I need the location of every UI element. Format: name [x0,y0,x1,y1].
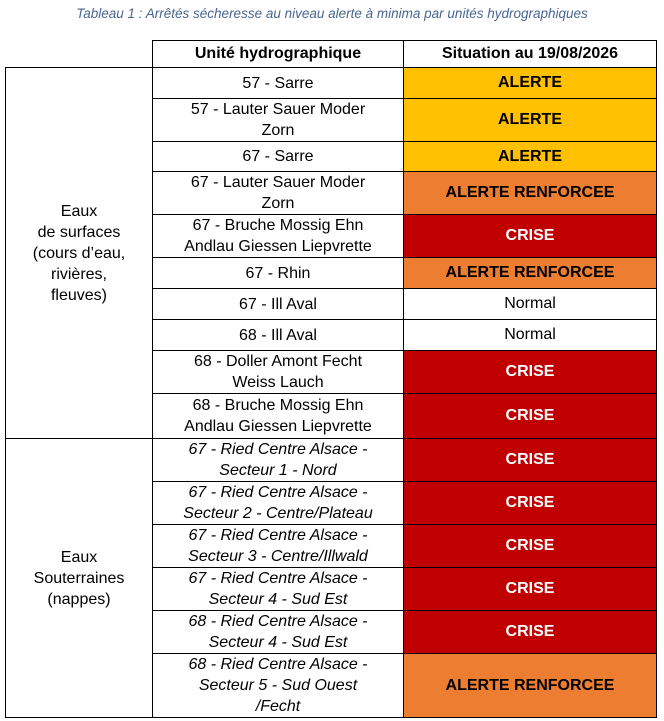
status-cell: CRISE [404,568,657,611]
unit-cell: 68 - Doller Amont Fecht Weiss Lauch [153,351,404,394]
status-cell: ALERTE [404,99,657,142]
group-label-line: (nappes) [47,590,111,608]
status-cell: CRISE [404,215,657,258]
unit-cell: 67 - Ried Centre Alsace - Secteur 2 - Centre/Plateau [153,482,404,525]
group-label-line: fleuves) [50,286,108,304]
status-cell: CRISE [404,611,657,654]
group-label-line: (cours d’eau, [32,244,126,262]
status-cell: ALERTE RENFORCEE [404,654,657,718]
unit-cell: 67 - Rhin [153,258,404,289]
status-cell: ALERTE RENFORCEE [404,172,657,215]
header-unit: Unité hydrographique [153,41,404,68]
status-cell: ALERTE RENFORCEE [404,258,657,289]
group-label-line: rivières, [50,265,107,283]
unit-cell: 68 - Ried Centre Alsace - Secteur 5 - Sud Ouest /Fecht [153,654,404,718]
unit-cell: 67 - Bruche Mossig Ehn Andlau Giessen Liepvrette [153,215,404,258]
group-label-line: Eaux [60,202,98,220]
table-row [6,439,657,482]
unit-cell: 67 - Ill Aval [153,289,404,320]
status-cell: ALERTE [404,68,657,99]
unit-cell: 67 - Lauter Sauer Moder Zorn [153,172,404,215]
table-caption: Tableau 1 : Arrêtés sécheresse au niveau alerte à minima par unités hydrographiques [76,6,588,21]
status-cell: CRISE [404,482,657,525]
unit-cell: 57 - Sarre [153,68,404,99]
status-cell: ALERTE [404,142,657,172]
header-blank-cell [6,41,153,68]
table-row [6,68,657,99]
unit-cell: 67 - Ried Centre Alsace - Secteur 4 - Sud Est [153,568,404,611]
status-cell: CRISE [404,351,657,394]
group-label-groundwater [6,439,153,718]
unit-cell: 68 - Ill Aval [153,320,404,351]
unit-cell: 57 - Lauter Sauer Moder Zorn [153,99,404,142]
group-label-line: Eaux [60,548,98,566]
table-header-row [6,41,657,68]
unit-cell: 67 - Ried Centre Alsace - Secteur 3 - Centre/Illwald [153,525,404,568]
status-cell: CRISE [404,525,657,568]
unit-cell: 67 - Ried Centre Alsace - Secteur 1 - Nord [153,439,404,482]
unit-cell: 68 - Ried Centre Alsace - Secteur 4 - Sud Est [153,611,404,654]
status-cell: Normal [404,320,657,351]
status-cell: Normal [404,289,657,320]
group-label-surface [6,68,153,439]
unit-cell: 68 - Bruche Mossig Ehn Andlau Giessen Liepvrette [153,394,404,439]
unit-cell: 67 - Sarre [153,142,404,172]
header-status: Situation au 19/08/2026 [404,41,657,68]
group-label-line: de surfaces [37,223,121,241]
drought-table [5,40,657,718]
status-cell: CRISE [404,394,657,439]
group-label-line: Souterraines [33,569,125,587]
status-cell: CRISE [404,439,657,482]
